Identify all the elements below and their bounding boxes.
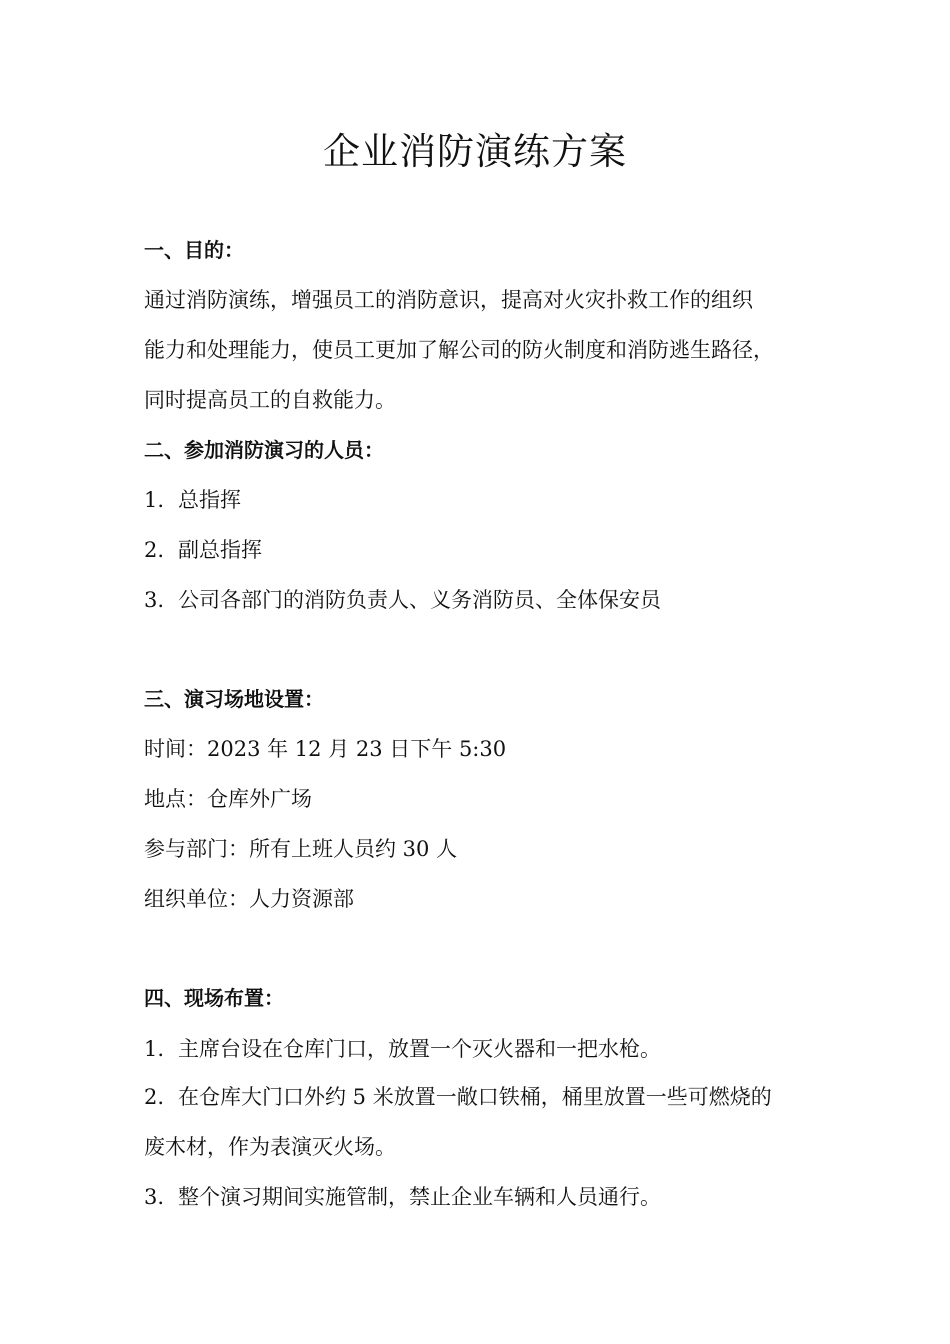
section-heading-purpose: 一、目的：: [144, 238, 244, 262]
paragraph-line: 同时提高员工的自救能力。: [144, 388, 396, 412]
list-item: [144, 1034, 844, 1064]
paragraph-line: 通过消防演练，增强员工的消防意识，提高对火灾扑救工作的组织: [144, 288, 753, 312]
list-item-number: 2.: [144, 538, 165, 562]
detail-line-time: 时间：2023 年 12 月 23 日下午 5:30: [144, 737, 507, 761]
document-title: 企业消防演练方案: [323, 130, 627, 173]
list-item-text: 副总指挥: [178, 538, 262, 562]
list-item-number: 3.: [144, 588, 165, 612]
list-item-text: 主席台设在仓库门口，放置一个灭火器和一把水枪。: [178, 1037, 661, 1061]
list-item-text: 总指挥: [178, 488, 241, 512]
list-item: [144, 485, 844, 515]
section-heading-layout: 四、现场布置：: [144, 986, 284, 1010]
list-item-text: 在仓库大门口外约 5 米放置一敞口铁桶，桶里放置一些可燃烧的: [178, 1085, 772, 1109]
paragraph-line: 能力和处理能力，使员工更加了解公司的防火制度和消防逃生路径，: [144, 338, 774, 362]
list-item-text: 公司各部门的消防负责人、义务消防员、全体保安员: [178, 588, 661, 612]
list-item: [144, 1182, 844, 1212]
list-item: [144, 535, 844, 565]
section-heading-participants: 二、参加消防演习的人员：: [144, 438, 384, 462]
detail-line-organizer: 组织单位：人力资源部: [144, 887, 354, 911]
list-item: [144, 1082, 844, 1112]
list-item: [144, 585, 844, 615]
detail-line-departments: 参与部门：所有上班人员约 30 人: [144, 837, 458, 861]
list-item-number: 3.: [144, 1185, 165, 1209]
list-item-number: 2.: [144, 1085, 165, 1109]
list-item-continuation: [144, 1132, 844, 1162]
list-item-number: 1.: [144, 1037, 165, 1061]
section-heading-venue: 三、演习场地设置：: [144, 687, 324, 711]
list-item-text: 整个演习期间实施管制，禁止企业车辆和人员通行。: [178, 1185, 661, 1209]
detail-line-location: 地点：仓库外广场: [144, 787, 312, 811]
list-item-text: 废木材，作为表演灭火场。: [144, 1135, 396, 1159]
list-item-number: 1.: [144, 488, 165, 512]
